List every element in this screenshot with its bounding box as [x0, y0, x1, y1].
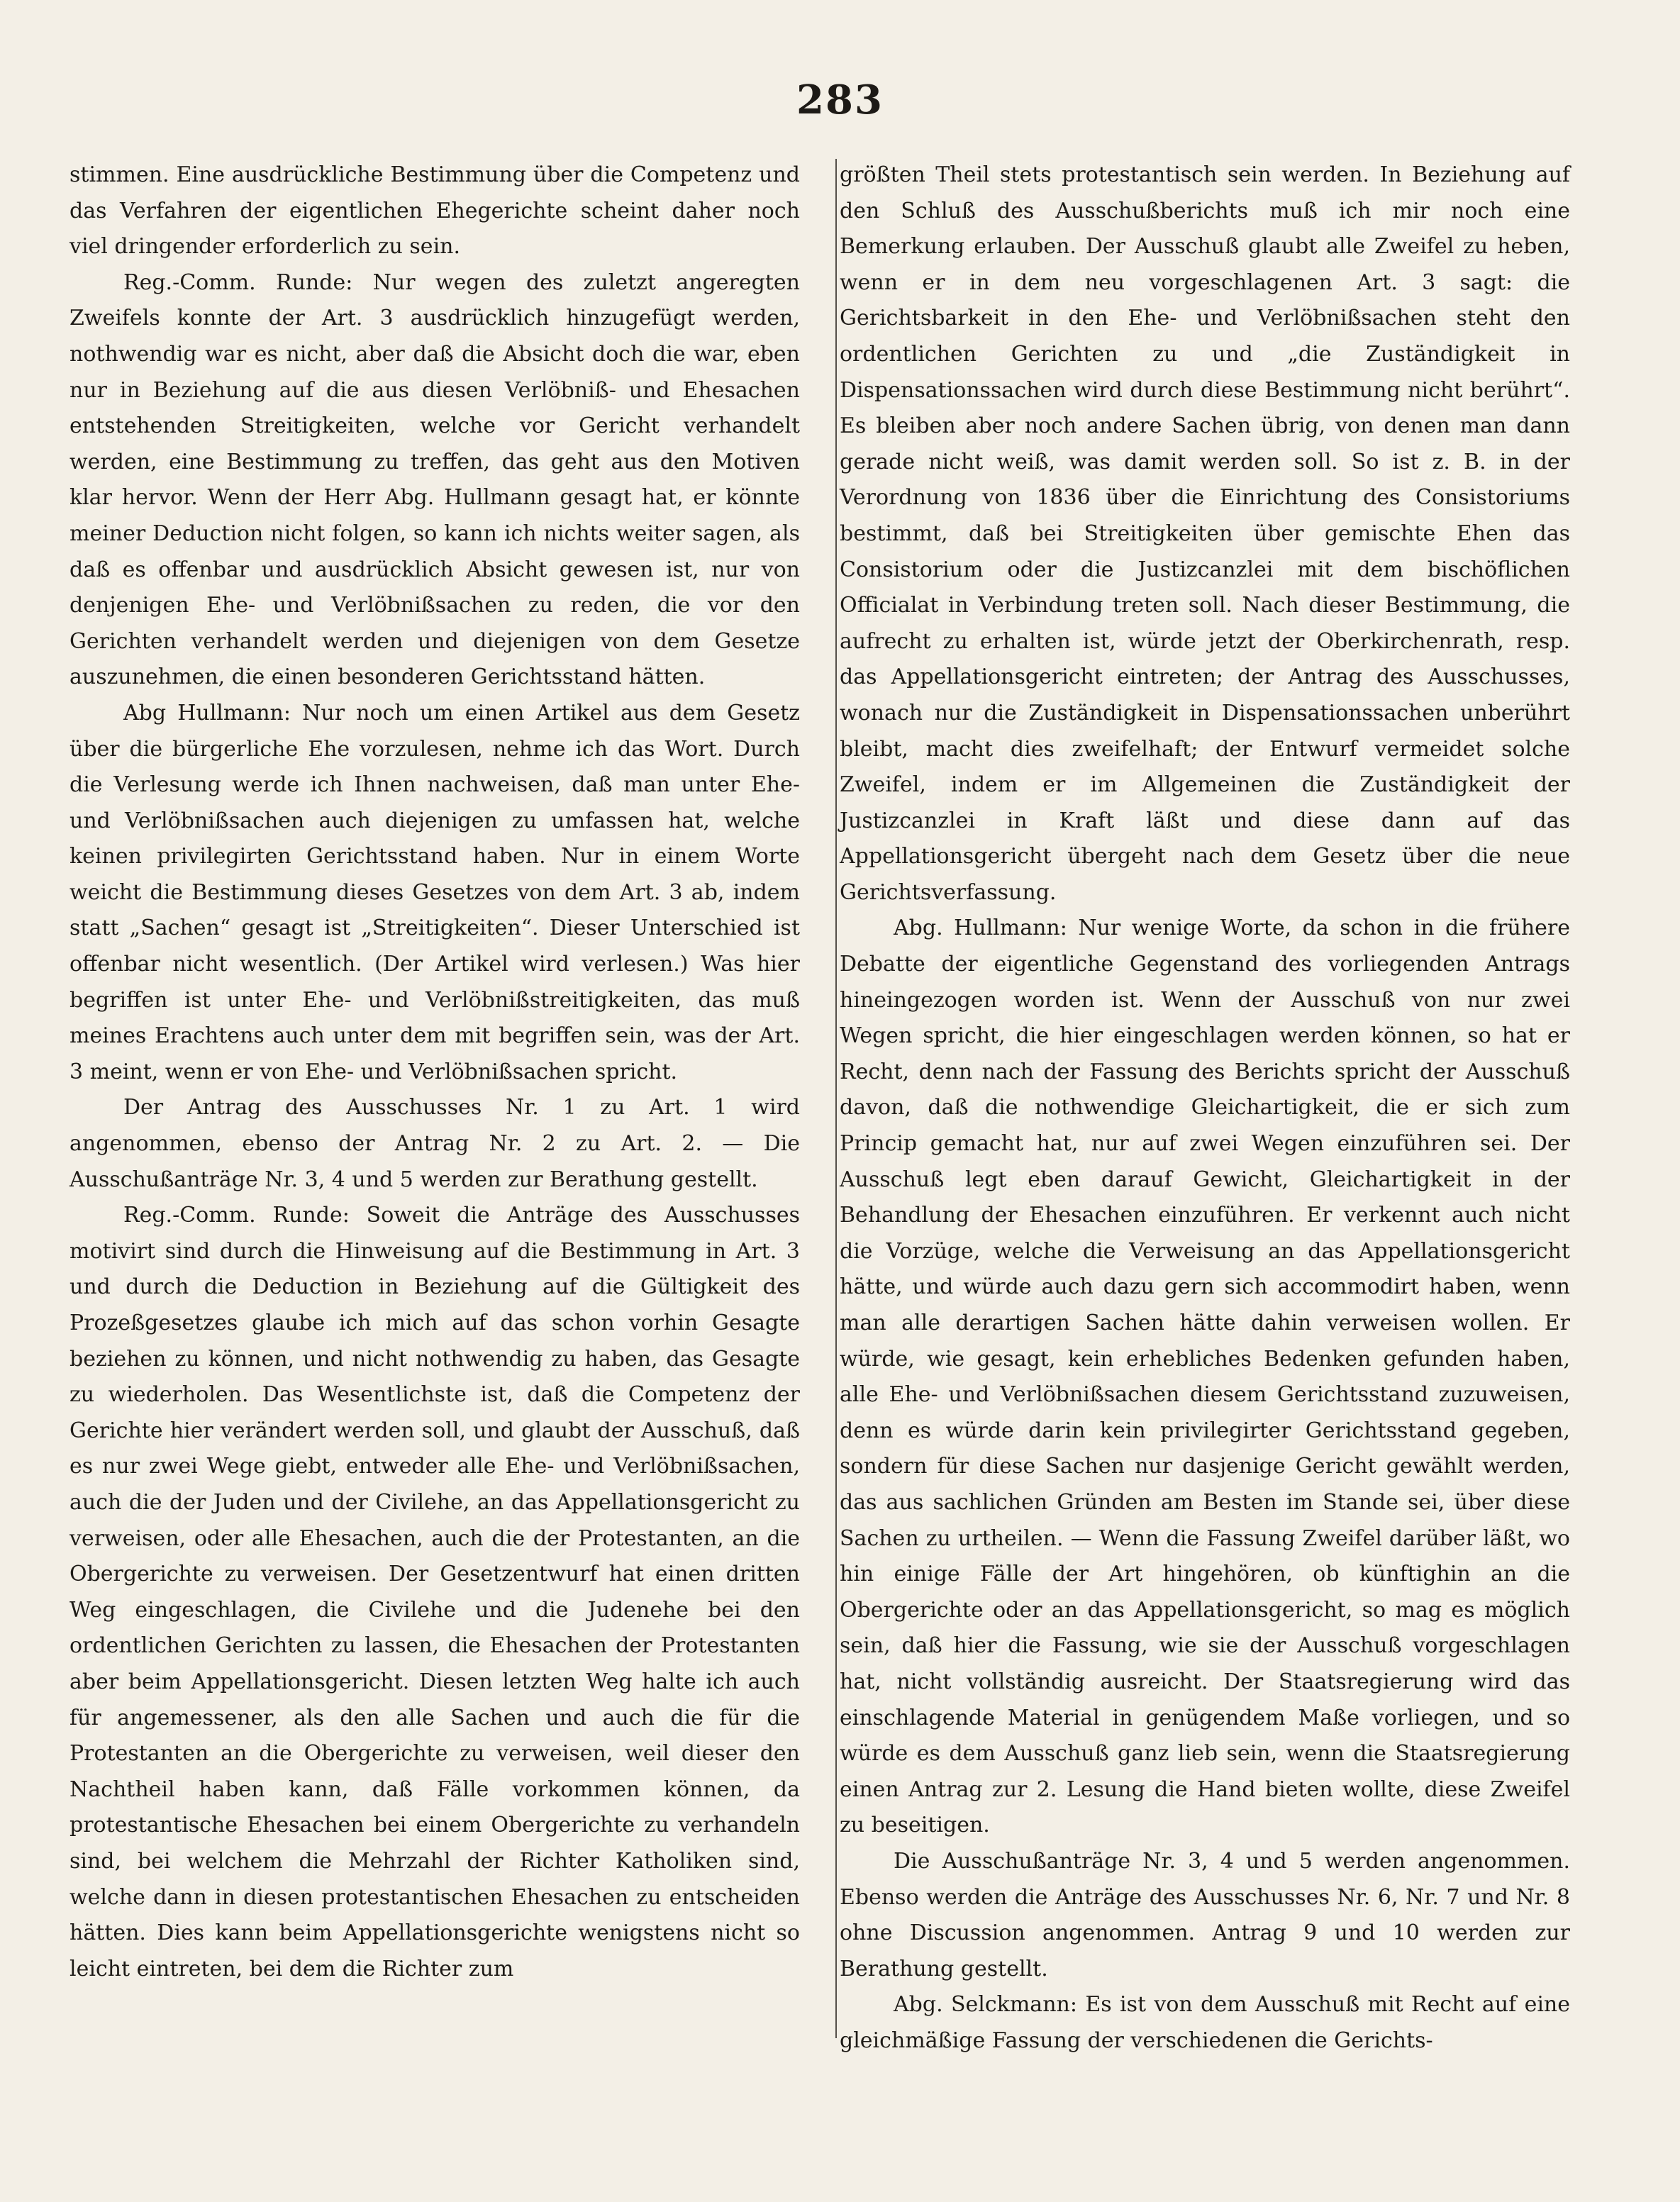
column-divider — [835, 159, 837, 2038]
paragraph: Reg.-Comm. Runde: Soweit die Anträge des Ausschusses motivirt sind durch die Hinweisung auf die Bestimmung in Art. 3 und durch die Deduction in Beziehung auf die Gültigkeit des Prozeßgesetzes glaube ich mich auf das schon vorhin Gesagte beziehen zu können, und nicht nothwendig zu haben, das Gesagte zu wiederholen. Das Wesentlichste ist, daß die Competenz der Gerichte hier verändert werden soll, und glaubt der Ausschuß, daß es nur zwei Wege giebt, entweder alle Ehe- und Verlöbnißsachen, auch die der Juden und der Civilehe, an das Appellationsgericht zu verweisen, oder alle Ehesachen, auch die der Protestanten, an die Obergerichte zu verweisen. Der Gesetzentwurf hat einen dritten Weg eingeschlagen, die Civilehe und die Judenehe bei den ordentlichen Gerichten zu lassen, die Ehesachen der Protestanten aber beim Appellationsgericht. Diesen letzten Weg halte ich auch für angemessener, als den alle Sachen und auch die für die Protestanten an die Obergerichte zu verweisen, weil dieser den Nachtheil haben kann, daß Fälle vorkommen können, da protestantische Ehesachen bei einem Obergerichte zu verhandeln sind, bei welchem die Mehrzahl der Richter Katholiken sind, welche dann in diesen protestantischen Ehesachen zu entscheiden hätten. Dies kann beim Appellationsgerichte wenigstens nicht so leicht eintreten, bei dem die Richter zum — [69, 1203, 800, 1981]
paragraph: Die Ausschußanträge Nr. 3, 4 und 5 werden angenommen. Ebenso werden die Anträge des Ausschusses Nr. 6, Nr. 7 und Nr. 8 ohne Discussion angenommen. Antrag 9 und 10 werden zur Berathung gestellt. — [840, 1848, 1570, 1981]
paragraph: Reg.-Comm. Runde: Nur wegen des zuletzt angeregten Zweifels konnte der Art. 3 ausdrücklich hinzugefügt werden, nothwendig war es nicht, aber daß die Absicht doch die war, eben nur in Beziehung auf die aus diesen Verlöbniß- und Ehesachen entstehenden Streitigkeiten, welche vor Gericht verhandelt werden, eine Bestimmung zu treffen, das geht aus den Motiven klar hervor. Wenn der Herr Abg. Hullmann gesagt hat, er könnte meiner Deduction nicht folgen, so kann ich nichts weiter sagen, als daß es offenbar und ausdrücklich Absicht gewesen ist, nur von denjenigen Ehe- und Verlöbnißsachen zu reden, die vor den Gerichten verhandelt werden und diejenigen von dem Gesetze auszunehmen, die einen besonderen Gerichtsstand hätten. — [69, 269, 800, 690]
paragraph: stimmen. Eine ausdrückliche Bestimmung über die Competenz und das Verfahren der eigentlichen Ehegerichte scheint daher noch viel dringender erforderlich zu sein. — [69, 162, 800, 260]
left-column — [69, 157, 800, 1987]
paragraph: Abg Hullmann: Nur noch um einen Artikel aus dem Gesetz über die bürgerliche Ehe vorzulesen, nehme ich das Wort. Durch die Verlesung werde ich Ihnen nachweisen, daß man unter Ehe- und Verlöbnißsachen auch diejenigen zu umfassen hat, welche keinen privilegirten Gerichtsstand haben. Nur in einem Worte weicht die Bestimmung dieses Gesetzes von dem Art. 3 ab, indem statt „Sachen“ gesagt ist „Streitigkeiten“. Dieser Unterschied ist offenbar nicht wesentlich. (Der Artikel wird verlesen.) Was hier begriffen ist unter Ehe- und Verlöbnißstreitigkeiten, das muß meines Erachtens auch unter dem mit begriffen sein, was der Art. 3 meint, wenn er von Ehe- und Verlöbnißsachen spricht. — [69, 700, 800, 1084]
right-column — [840, 157, 1570, 2059]
paragraph: Abg. Selckmann: Es ist von dem Ausschuß mit Recht auf eine gleichmäßige Fassung der verschiedenen die Gerichts- — [840, 1992, 1570, 2053]
paragraph: Der Antrag des Ausschusses Nr. 1 zu Art. 1 wird angenommen, ebenso der Antrag Nr. 2 zu Art. 2. — Die Ausschußanträge Nr. 3, 4 und 5 werden zur Berathung gestellt. — [69, 1095, 800, 1192]
paragraph: größten Theil stets protestantisch sein werden. In Beziehung auf den Schluß des Ausschußberichts muß ich mir noch eine Bemerkung erlauben. Der Ausschuß glaubt alle Zweifel zu heben, wenn er in dem neu vorgeschlagenen Art. 3 sagt: die Gerichtsbarkeit in den Ehe- und Verlöbnißsachen steht den ordentlichen Gerichten zu und „die Zuständigkeit in Dispensationssachen wird durch diese Bestimmung nicht berührt“. Es bleiben aber noch andere Sachen übrig, von denen man dann gerade nicht weiß, was damit werden soll. So ist z. B. in der Verordnung von 1836 über die Einrichtung des Consistoriums bestimmt, daß bei Streitigkeiten über gemischte Ehen das Consistorium oder die Justizcanzlei mit dem bischöflichen Officialat in Verbindung treten soll. Nach dieser Bestimmung, die aufrecht zu erhalten ist, würde jetzt der Oberkirchenrath, resp. das Appellationsgericht eintreten; der Antrag des Ausschusses, wonach nur die Zuständigkeit in Dispensationssachen unberührt bleibt, macht dies zweifelhaft; der Entwurf vermeidet solche Zweifel, indem er im Allgemeinen die Zuständigkeit der Justizcanzlei in Kraft läßt und diese dann auf das Appellationsgericht übergeht nach dem Gesetz über die neue Gerichtsverfassung. — [840, 162, 1570, 905]
page-number: 283 — [796, 77, 884, 123]
paragraph: Abg. Hullmann: Nur wenige Worte, da schon in die frühere Debatte der eigentliche Gegenstand des vorliegenden Antrags hineingezogen worden ist. Wenn der Ausschuß von nur zwei Wegen spricht, die hier eingeschlagen werden können, so hat er Recht, denn nach der Fassung des Berichts spricht der Ausschuß davon, daß die nothwendige Gleichartigkeit, die er sich zum Princip gemacht hat, nur auf zwei Wegen einzuführen sei. Der Ausschuß legt eben darauf Gewicht, Gleichartigkeit in der Behandlung der Ehesachen einzuführen. Er verkennt auch nicht die Vorzüge, welche die Verweisung an das Appellationsgericht hätte, und würde auch dazu gern sich accommodirt haben, wenn man alle derartigen Sachen hätte dahin verweisen wollen. Er würde, wie gesagt, kein erhebliches Bedenken gefunden haben, alle Ehe- und Verlöbnißsachen diesem Gerichtsstand zuzuweisen, denn es würde darin kein privilegirter Gerichtsstand gegeben, sondern für diese Sachen nur dasjenige Gericht gewählt werden, das aus sachlichen Gründen am Besten im Stande sei, über diese Sachen zu urtheilen. — Wenn die Fassung Zweifel darüber läßt, wo hin einige Fälle der Art hingehören, ob künftighin an die Obergerichte oder an das Appellationsgericht, so mag es möglich sein, daß hier die Fassung, wie sie der Ausschuß vorgeschlagen hat, nicht vollständig ausreicht. Der Staatsregierung wird das einschlagende Material in genügendem Maße vorliegen, und so würde es dem Ausschuß ganz lieb sein, wenn die Staatsregierung einen Antrag zur 2. Lesung die Hand bieten wollte, diese Zweifel zu beseitigen. — [840, 916, 1570, 1838]
